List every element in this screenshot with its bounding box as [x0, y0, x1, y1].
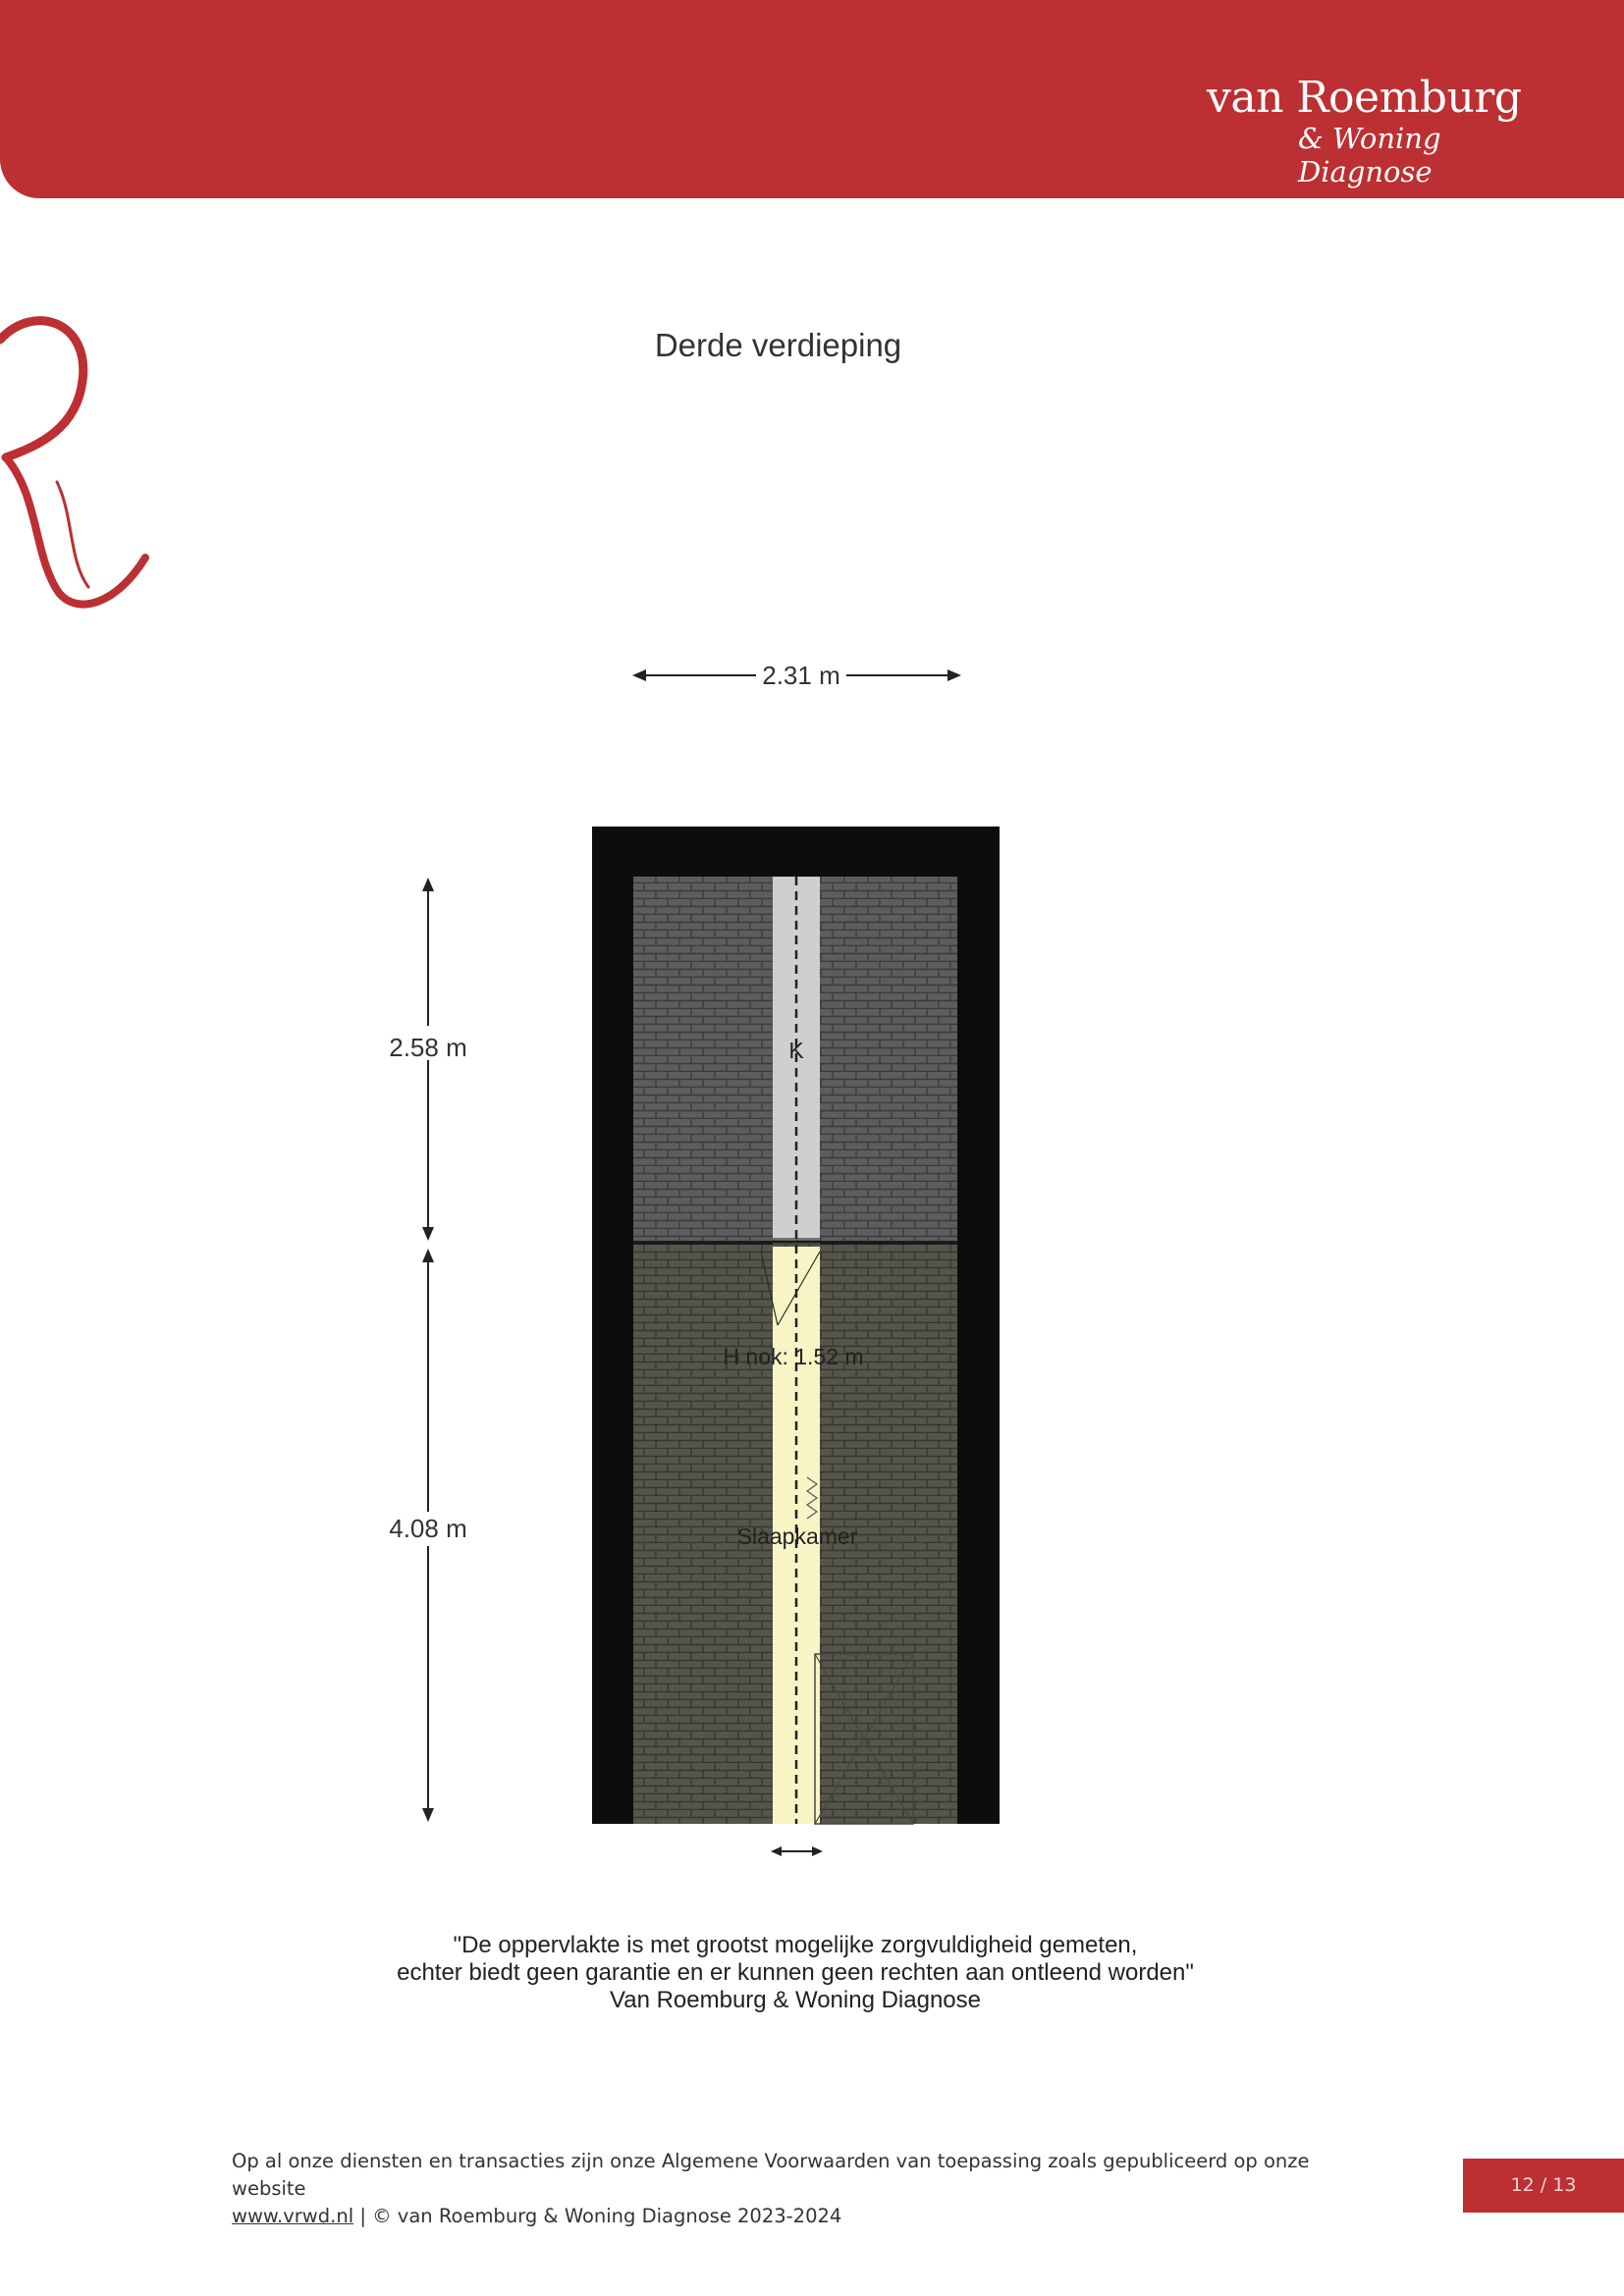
disclaimer-line-1: "De oppervlakte is met grootst mogelijke zorgvuldigheid gemeten,: [453, 1932, 1138, 1958]
label-k: K: [788, 1038, 804, 1063]
floorplan-title: Derde verdieping: [654, 327, 902, 363]
width-dimension: [632, 661, 961, 690]
label-room-name: Slaapkamer: [736, 1523, 858, 1549]
label-ridge-height: H nok: 1.52 m: [723, 1344, 864, 1369]
footer-text: [232, 2148, 1361, 2230]
footer-copyright: © van Roemburg & Woning Diagnose 2023-2024: [372, 2205, 842, 2227]
footer-terms: Op al onze diensten en transacties zijn onze Algemene Voorwaarden van toepassing zoals gepubliceerd op onze website: [232, 2150, 1310, 2200]
height-dimension-lower: [389, 1249, 467, 1822]
footer-separator: |: [353, 2205, 373, 2227]
disclaimer-line-2: echter biedt geen garantie en er kunnen geen rechten aan ontleend worden": [397, 1959, 1194, 1986]
company-logo: [1207, 47, 1541, 188]
ridge-width-arrow: [771, 1846, 823, 1856]
width-dimension-label: 2.31 m: [762, 661, 840, 690]
height-dimension-lower-label: 4.08 m: [389, 1514, 467, 1543]
floorplan-drawing: [373, 648, 1080, 1865]
footer-second-line: [232, 2203, 1361, 2230]
logo-main-text: van Roemburg: [1207, 73, 1522, 123]
monogram-r-decoration: [0, 310, 152, 610]
disclaimer: [373, 1932, 1218, 2014]
height-dimension-upper: [389, 878, 467, 1241]
logo-sub-text: & Woning Diagnose: [1298, 122, 1441, 188]
website-link[interactable]: www.vrwd.nl: [232, 2205, 354, 2227]
header-band: [0, 0, 1624, 198]
height-dimension-upper-label: 2.58 m: [389, 1033, 467, 1062]
disclaimer-line-3: Van Roemburg & Woning Diagnose: [610, 1987, 981, 2013]
page-number-badge: 12 / 13: [1463, 2159, 1624, 2213]
